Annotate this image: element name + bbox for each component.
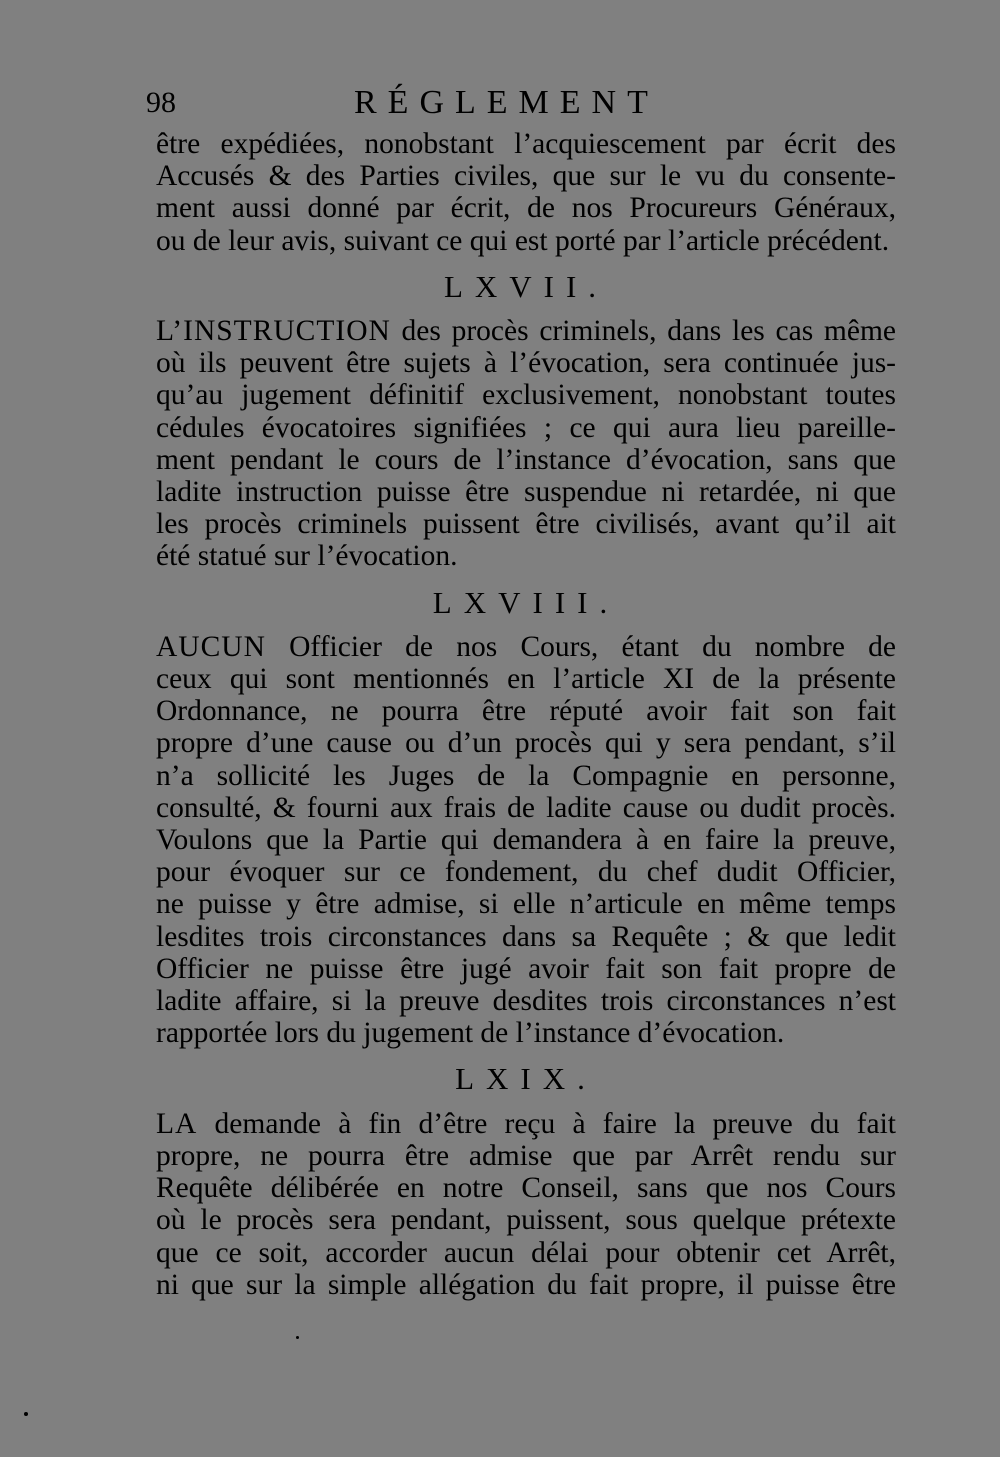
text-line: L’INSTRUCTION des procès criminels, dans les cas même <box>156 315 896 348</box>
text-line: Officier ne puisse être jugé avoir fait son fait propre de <box>156 952 896 985</box>
article-paragraph-lxix <box>156 1108 896 1301</box>
text-line: ladite affaire, si la preuve desdites trois circonstances n’est <box>156 985 896 1018</box>
text-line: être expédiées, nonobstant l’acquiescement par écrit des <box>156 128 896 160</box>
text-line: ni que sur la simple allégation du fait propre, il puisse être <box>156 1268 896 1301</box>
lead-word: L’INSTRUCTION <box>156 315 391 348</box>
text-line: ladite instruction puisse être suspendue ni retardée, ni que <box>156 476 896 509</box>
text-line: ou de leur avis, suivant ce qui est porté par l’article précédent. <box>156 224 890 257</box>
text-line: pour évoquer sur ce fondement, du chef dudit Officier, <box>156 856 896 889</box>
article-heading-lxvii: LXVII. <box>443 268 609 304</box>
running-head <box>146 78 896 128</box>
article-paragraph-lxviii <box>156 631 896 1050</box>
text-line: lesdites trois circonstances dans sa Requête ; & que ledit <box>156 920 896 953</box>
continuation-paragraph <box>156 128 896 257</box>
text-line: propre, ne pourra être admise que par Arrêt rendu sur <box>156 1139 896 1172</box>
text-line: où ils peuvent être sujets à l’évocation, sera continuée jus- <box>156 347 896 380</box>
text-line: cédules évocatoires signifiées ; ce qui aura lieu pareille- <box>156 411 896 444</box>
text-line: Voulons que la Partie qui demandera à en faire la preuve, <box>156 824 896 857</box>
article-heading-lxix: LXIX. <box>455 1061 597 1097</box>
running-title: RÉGLEMENT <box>354 84 659 121</box>
text-line: Accusés & des Parties civiles, que sur le vu du consente- <box>156 160 896 193</box>
text-line: rapportée lors du jugement de l’instance d’évocation. <box>156 1017 785 1050</box>
text-line: ment pendant le cours de l’instance d’évocation, sans que <box>156 443 896 476</box>
text-line: Ordonnance, ne pourra être réputé avoir fait son fait <box>156 695 896 728</box>
article-paragraph-lxvii <box>156 315 896 573</box>
text-line: qu’au jugement définitif exclusivement, nonobstant toutes <box>156 379 896 412</box>
text-line: les procès criminels puissent être civilisés, avant qu’il ait <box>156 508 896 541</box>
text-line: ne puisse y être admise, si elle n’articule en même temps <box>156 888 896 921</box>
text-line: où le procès sera pendant, puissent, sous quelque prétexte <box>156 1204 896 1237</box>
page-number: 98 <box>146 86 176 119</box>
text-line: LA demande à fin d’être reçu à faire la preuve du fait <box>156 1107 896 1140</box>
text-line: ment aussi donné par écrit, de nos Procureurs Généraux, <box>156 192 896 225</box>
body-text <box>156 128 896 1301</box>
document-page <box>146 78 896 1301</box>
text-line: AUCUN Officier de nos Cours, étant du nombre de <box>156 630 896 663</box>
lead-word: LA <box>156 1107 198 1140</box>
ink-speck <box>24 1412 28 1416</box>
text-line: consulté, & fourni aux frais de ladite cause ou dudit procès. <box>156 791 896 824</box>
article-heading-lxviii: LXVIII. <box>432 584 620 620</box>
lead-word: AUCUN <box>156 630 266 663</box>
text-line: que ce soit, accorder aucun délai pour obtenir cet Arrêt, <box>156 1236 896 1269</box>
text-line: été statué sur l’évocation. <box>156 540 458 573</box>
text-line: propre d’une cause ou d’un procès qui y sera pendant, s’il <box>156 727 896 760</box>
text-line: ceux qui sont mentionnés en l’article XI de la présente <box>156 663 896 696</box>
text-line: Requête délibérée en notre Conseil, sans que nos Cours <box>156 1172 896 1205</box>
ink-speck <box>296 1336 299 1339</box>
text-line: n’a sollicité les Juges de la Compagnie en personne, <box>156 759 896 792</box>
